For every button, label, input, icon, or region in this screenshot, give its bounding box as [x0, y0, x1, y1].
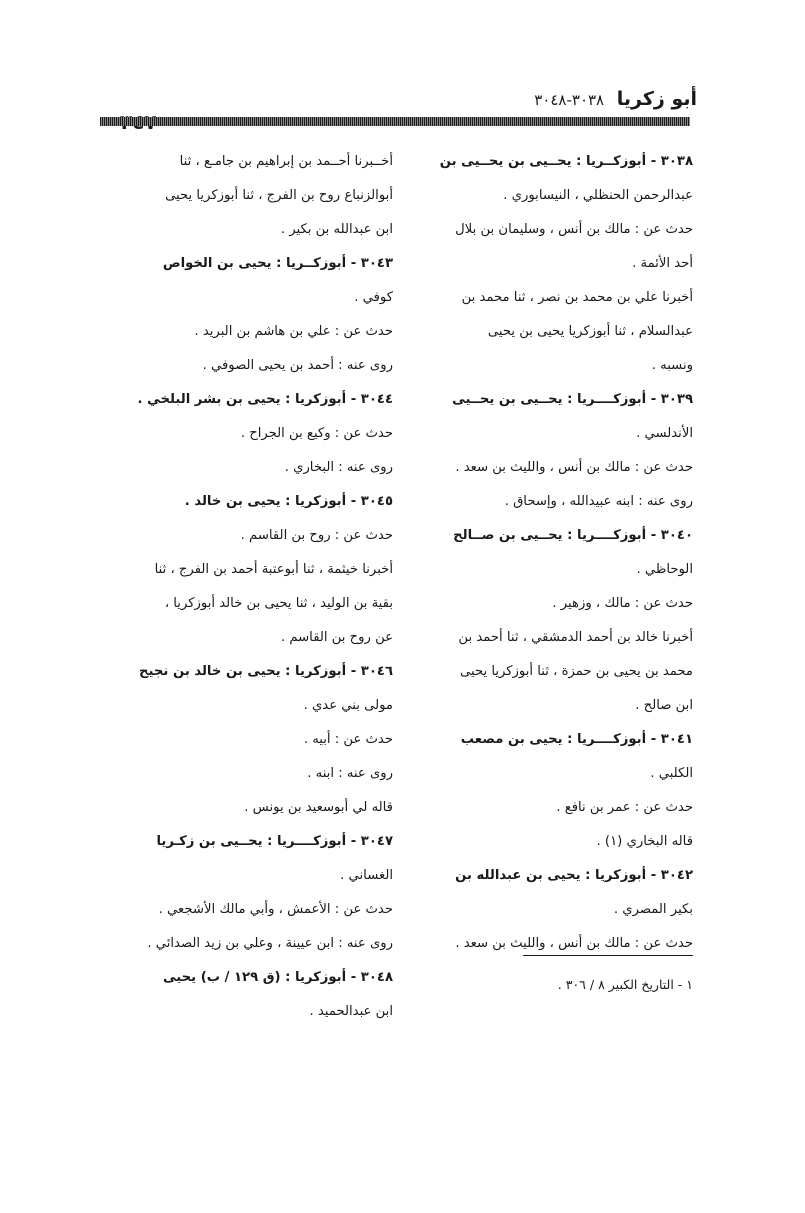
- text-line: حدث عن : مالك بن أنس ، والليث بن سعد .: [455, 460, 693, 475]
- text-line: روى عنه : ابنه .: [307, 766, 393, 781]
- entry-heading: ٣٠٤٤ - أبوزكريا : يحيى بن بشر البلخي .: [137, 392, 393, 407]
- text-line: حدث عن : مالك ، وزهير .: [552, 596, 693, 611]
- running-title: [534, 88, 697, 110]
- entry-heading: ٣٠٣٩ - أبوزكــــريا : يحــيى بن يحــيى: [452, 392, 693, 407]
- text-line: عبدالسلام ، ثنا أبوزكريا يحيى بن يحيى: [487, 324, 693, 339]
- text-line: أحد الأئمة .: [632, 256, 693, 271]
- running-title-range: ٣٠٣٨-٣٠٤٨: [534, 91, 605, 109]
- footnote: ١ - التاريخ الكبير ٨ / ٣٠٦ .: [557, 977, 693, 992]
- text-line: قاله البخاري (١) .: [596, 834, 693, 849]
- footnote-rule: [523, 955, 693, 956]
- text-line: روى عنه : أحمد بن يحيى الصوفي .: [202, 358, 393, 373]
- entry-heading: ٣٠٤٢ - أبوزكريا : يحيى بن عبدالله بن: [455, 868, 693, 883]
- text-line: حدث عن : وكيع بن الجراح .: [240, 426, 393, 441]
- right-column: [415, 145, 693, 961]
- text-line: حدث عن : عمر بن نافع .: [556, 800, 693, 815]
- text-line: روى عنه : ابن عيينة ، وعلي بن زيد الصدائي .: [147, 936, 393, 951]
- entry-heading: ٣٠٤٥ - أبوزكريا : يحيى بن خالد .: [184, 494, 393, 509]
- entry-heading: ٣٠٤٠ - أبوزكــــريا : يحــيى بن صــالح: [453, 528, 693, 543]
- entry-heading: ٣٠٤٧ - أبوزكــــريا : يحــيى بن زكـريا: [156, 834, 393, 849]
- text-line: حدث عن : الأعمش ، وأبي مالك الأشجعي .: [158, 902, 393, 917]
- text-line: روى عنه : البخاري .: [284, 460, 393, 475]
- text-line: بكير المصري .: [613, 902, 693, 917]
- left-column: [115, 145, 393, 1029]
- text-line: ابن صالح .: [635, 698, 693, 713]
- text-line: ابن عبدالله بن بكير .: [280, 222, 393, 237]
- text-line: بقية بن الوليد ، ثنا يحيى بن خالد أبوزكريا ،: [164, 596, 393, 611]
- text-line: كوفي .: [354, 290, 393, 305]
- text-line: حدث عن : مالك بن أنس ، والليث بن سعد .: [455, 936, 693, 951]
- entry-heading: ٣٠٣٨ - أبوزكــريا : يحــيى بن يحــيى بن: [439, 154, 693, 169]
- text-line: ونسبه .: [651, 358, 693, 373]
- text-line: روى عنه : ابنه عبيدالله ، وإسحاق .: [504, 494, 693, 509]
- text-line: قاله لي أبوسعيد بن يونس .: [244, 800, 393, 815]
- text-line: حدث عن : روح بن القاسم .: [240, 528, 393, 543]
- text-line: عبدالرحمن الحنظلي ، النيسابوري .: [503, 188, 693, 203]
- entry-heading: ٣٠٤١ - أبوزكــــريا : يحيى بن مصعب: [460, 732, 693, 747]
- header-rule: [100, 117, 690, 126]
- text-line: الغساني .: [340, 868, 393, 883]
- text-line: ابن عبدالحميد .: [309, 1004, 393, 1019]
- entry-heading: ٣٠٤٨ - أبوزكريا : (ق ١٢٩ / ب) يحيى: [162, 970, 393, 985]
- text-line: أخبرنا خالد بن أحمد الدمشقي ، ثنا أحمد بن: [458, 630, 693, 645]
- text-line: أخبرنا علي بن محمد بن نصر ، ثنا محمد بن: [461, 290, 693, 305]
- text-line: حدث عن : علي بن هاشم بن البريد .: [194, 324, 393, 339]
- text-line: عن روح بن القاسم .: [280, 630, 393, 645]
- text-line: حدث عن : مالك بن أنس ، وسليمان بن بلال: [455, 222, 693, 237]
- text-line: الوحاظي .: [636, 562, 693, 577]
- text-line: الأندلسي .: [636, 426, 693, 441]
- text-line: محمد بن يحيى بن حمزة ، ثنا أبوزكريا يحيى: [459, 664, 693, 679]
- text-line: أخــبرنا أحــمد بن إبراهيم بن جامـع ، ثنا: [179, 154, 393, 169]
- text-line: أبوالزنباع روح بن الفرج ، ثنا أبوزكريا يحيى: [165, 188, 393, 203]
- entry-heading: ٣٠٤٦ - أبوزكريا : يحيى بن خالد بن نجيح: [139, 664, 393, 679]
- text-line: أخبرنا خيثمة ، ثنا أبوعتبة أحمد بن الفرج ، ثنا: [154, 562, 393, 577]
- text-line: الكلبي .: [650, 766, 693, 781]
- running-title-name: أبو زكريا: [616, 88, 697, 110]
- text-line: حدث عن : أبيه .: [303, 732, 393, 747]
- entry-heading: ٣٠٤٣ - أبوزكــريا : يحيى بن الخواص: [162, 256, 393, 271]
- text-line: مولى بني عدي .: [303, 698, 393, 713]
